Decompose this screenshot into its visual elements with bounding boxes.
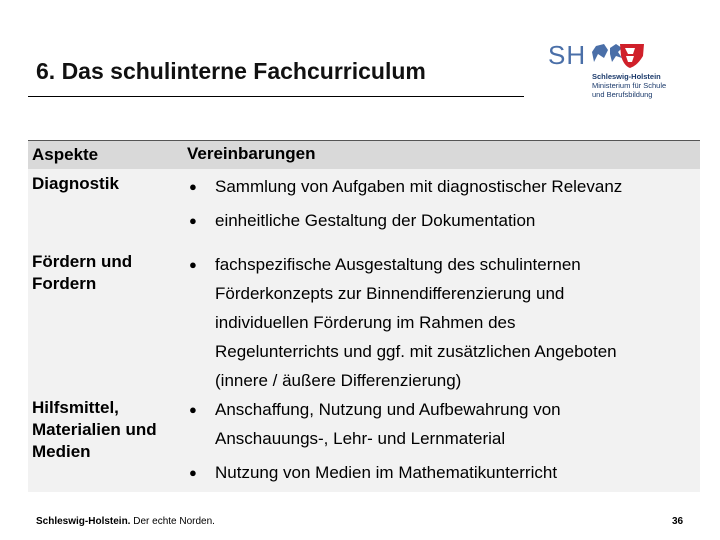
logo-line1: Schleswig-Holstein xyxy=(592,72,661,81)
slide-title: 6. Das schulinterne Fachcurriculum xyxy=(36,58,426,84)
column-header-aspect: Aspekte xyxy=(32,145,99,164)
logo-text xyxy=(592,72,666,99)
title-underline xyxy=(28,96,524,97)
coat-of-arms-icon xyxy=(588,40,668,72)
aspect-foerdern: Fördern und Fordern xyxy=(32,252,133,293)
ministry-logo xyxy=(548,40,716,104)
logo-line3: und Berufsbildung xyxy=(592,90,653,99)
logo-line2: Ministerium für Schule xyxy=(592,81,667,90)
bullet-icon: ● xyxy=(189,465,197,480)
aspect-hilfsmittel: Hilfsmittel, Materialien und Medien xyxy=(32,398,157,461)
table-header-band xyxy=(28,140,700,170)
footer-slogan: Schleswig-Holstein. Der echte Norden. xyxy=(36,516,215,527)
page-number: 36 xyxy=(672,516,684,527)
bullet-icon: ● xyxy=(189,179,197,194)
bullet-icon: ● xyxy=(189,213,197,228)
bullet-icon: ● xyxy=(189,402,197,417)
column-header-agreements: Vereinbarungen xyxy=(187,144,316,163)
aspect-diagnostik: Diagnostik xyxy=(32,174,119,193)
bullet-icon: ● xyxy=(189,257,197,272)
logo-sh: SH xyxy=(548,40,587,70)
